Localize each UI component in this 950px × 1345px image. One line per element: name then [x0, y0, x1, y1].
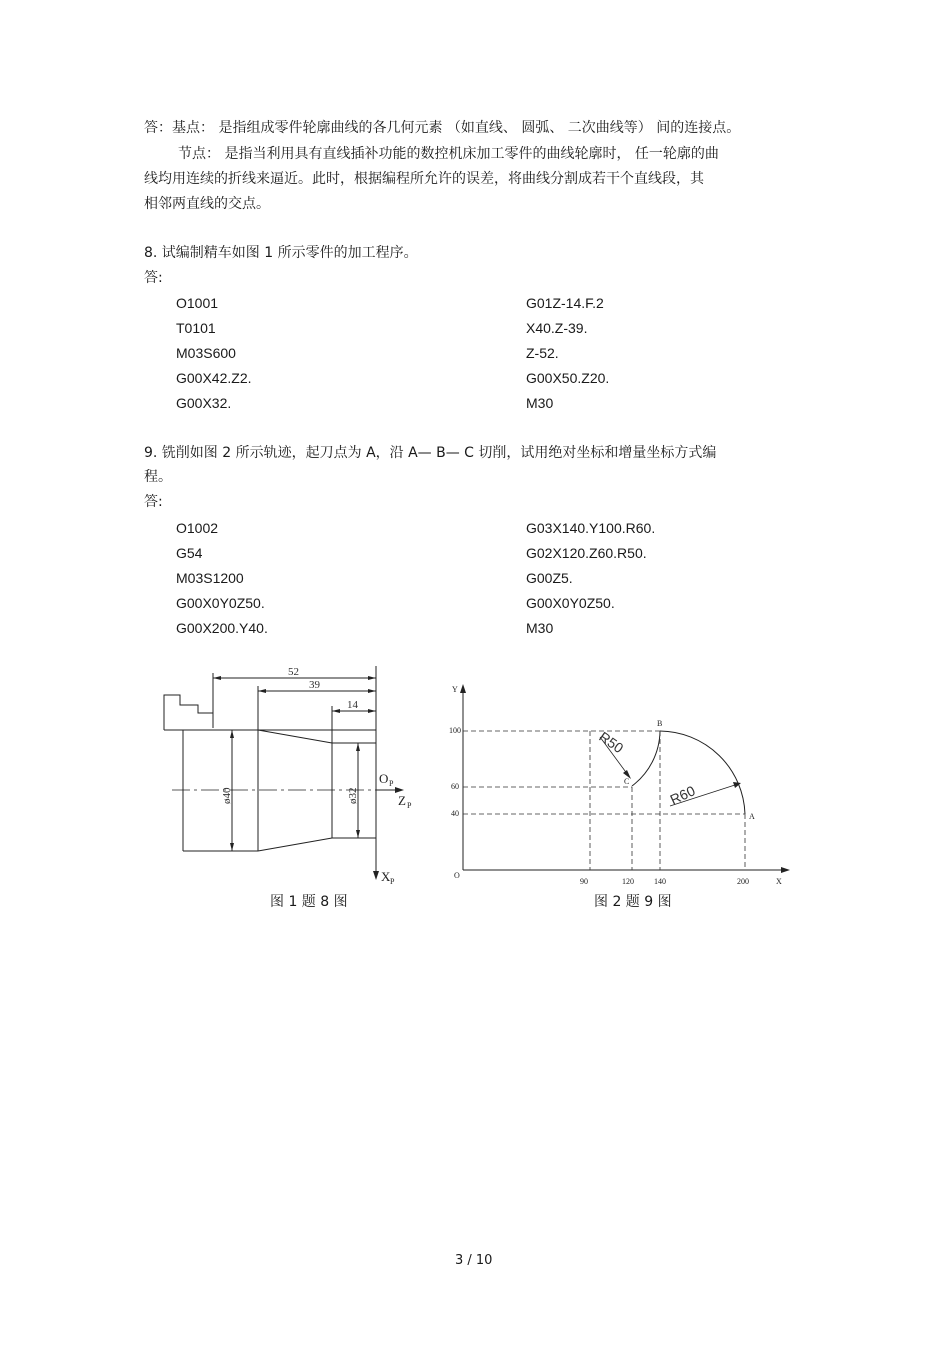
- point-c-label: C: [624, 777, 630, 786]
- q8-code-right-1: G01Z-14.F.2: [526, 295, 604, 311]
- figure1-part-drawing: [150, 660, 410, 890]
- q9-code-right-3: G00Z5.: [526, 570, 573, 586]
- y-tick-100: 100: [449, 726, 461, 735]
- q8-answer-label: 答:: [144, 270, 163, 286]
- q8-code-left-1: O1001: [176, 295, 219, 311]
- point-a-label: A: [749, 812, 755, 821]
- x-axis-arrow: [373, 871, 379, 880]
- figure1-caption: 图 1 题 8 图: [270, 894, 348, 910]
- q8-code-right-3: Z-52.: [526, 345, 559, 361]
- q7-answer-line1: 答：基点： 是指组成零件轮廓曲线的各几何元素 （如直线、 圆弧、 二次曲线等） 间的连接点。: [144, 120, 741, 136]
- r60-label: R60: [667, 782, 698, 808]
- x-axis-label: X: [776, 877, 782, 886]
- x-tick-200: 200: [737, 877, 749, 886]
- q9-code-right-5: M30: [526, 620, 554, 636]
- q7-answer-line4: 相邻两直线的交点。: [144, 196, 270, 212]
- dim-14-label: 14: [347, 699, 358, 711]
- y-axis-label: Y: [452, 685, 458, 694]
- q9-code-left-2: G54: [176, 545, 203, 561]
- origin-label: O: [454, 871, 460, 880]
- q7-answer-line3: 线均用连续的折线来逼近。此时，根据编程所允许的误差，将曲线分割成若干个直线段，其: [144, 171, 704, 187]
- dia-40-label: ø40: [221, 787, 233, 804]
- zp-label: Z: [398, 793, 406, 808]
- figure2-path-drawing: [440, 675, 800, 890]
- point-b-label: B: [657, 719, 663, 728]
- q9-question-line1: 9. 铣削如图 2 所示轨迹，起刀点为 A，沿 A— B— C 切削，试用绝对坐标和增量坐标方式编: [144, 445, 717, 461]
- q8-question: 8. 试编制精车如图 1 所示零件的加工程序。: [144, 245, 418, 261]
- page-number: 3 / 10: [455, 1253, 493, 1268]
- xp-sub: P: [390, 877, 395, 886]
- dim-52-label: 52: [288, 666, 299, 678]
- r50-label: R50: [596, 728, 627, 757]
- q8-code-right-2: X40.Z-39.: [526, 320, 588, 336]
- q8-code-left-2: T0101: [176, 320, 216, 336]
- q9-question-line2: 程。: [144, 469, 172, 485]
- op-label: O: [379, 771, 389, 786]
- q9-code-left-5: G00X200.Y40.: [176, 620, 268, 636]
- q8-code-left-3: M03S600: [176, 345, 236, 361]
- q9-code-right-2: G02X120.Z60.R50.: [526, 545, 647, 561]
- op-sub: P: [389, 779, 394, 788]
- q9-code-right-4: G00X0Y0Z50.: [526, 595, 615, 611]
- y-tick-60: 60: [451, 782, 459, 791]
- x-tick-120: 120: [622, 877, 634, 886]
- q8-code-left-5: G00X32.: [176, 395, 232, 411]
- q7-answer-line2: 节点： 是指当利用具有直线插补功能的数控机床加工零件的曲线轮廓时， 任一轮廓的曲: [178, 146, 719, 162]
- q9-code-left-1: O1002: [176, 520, 219, 536]
- q8-code-right-4: G00X50.Z20.: [526, 370, 610, 386]
- xp-label: X: [381, 869, 391, 884]
- q9-code-left-3: M03S1200: [176, 570, 244, 586]
- q8-code-right-5: M30: [526, 395, 554, 411]
- zp-sub: P: [407, 801, 412, 810]
- q9-code-left-4: G00X0Y0Z50.: [176, 595, 265, 611]
- q9-answer-label: 答:: [144, 494, 163, 510]
- dia-32-label: ø32: [347, 787, 359, 804]
- x-tick-140: 140: [654, 877, 666, 886]
- q8-code-left-4: G00X42.Z2.: [176, 370, 252, 386]
- x-tick-90: 90: [580, 877, 588, 886]
- chuck-jaw-outline: [164, 695, 213, 730]
- q9-code-right-1: G03X140.Y100.R60.: [526, 520, 656, 536]
- dim-39-label: 39: [309, 679, 320, 691]
- y-tick-40: 40: [451, 809, 459, 818]
- figure2-caption: 图 2 题 9 图: [594, 894, 672, 910]
- arc-r50: [632, 731, 660, 786]
